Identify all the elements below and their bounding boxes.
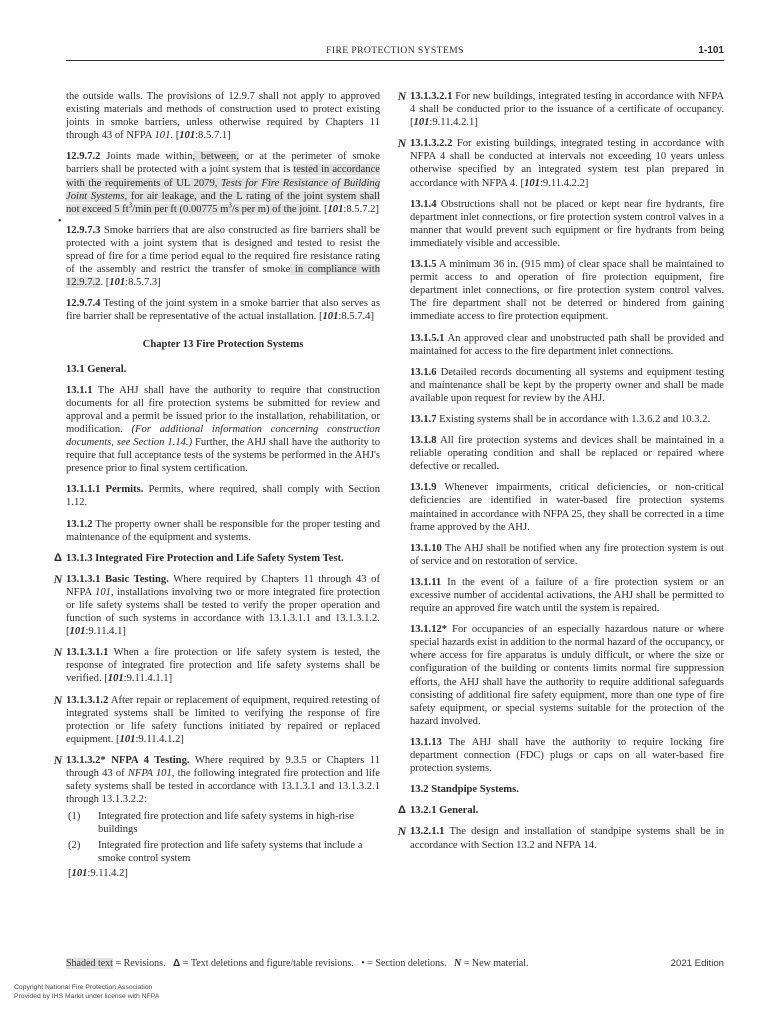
paragraph-13-1-3: Δ 13.1.3 Integrated Fire Protection and Life Safety System Test. <box>66 552 380 565</box>
chapter-heading: Chapter 13 Fire Protection Systems <box>142 338 304 350</box>
paragraph-13-1-10: 13.1.10 The AHJ shall be notified when any fire protection system is out of service and on restoration of service. <box>410 542 724 567</box>
revision-legend: Shaded text = Revisions. Δ = Text deletions and figure/table revisions. • = Section deletions. N = New material. <box>66 958 529 969</box>
new-material-marker: N <box>53 645 63 660</box>
bullet-icon: • <box>361 958 365 969</box>
paragraph-12-9-7-3: • 12.9.7.3 Smoke barriers that are also constructed as fire barriers shall be protected with a joint system that is designed and tested to resist the spread of fire for a time period equal to the required fire resistance rating of the assembly and restrict the transfer of smoke in compliance with 12.9.7.2. [101:8.5.7.3] <box>58 215 380 289</box>
copyright-notice: Copyright National Fire Protection Association Provided by IHS Markit under license with NFPA <box>14 984 160 1000</box>
revision-shading: , between, <box>192 151 239 163</box>
paragraph-13-1-2: 13.1.2 The property owner shall be responsible for the proper testing and maintenance of the equipment and systems. <box>66 518 380 543</box>
revision-shading: tested in accordance with the requirements of UL 2079, Tests for Fire Resistance of Building Joint Systems, for air leakage, and the L rating of the joint system shall not exceed 5 $ft^3/\min$ per ft (0.00775 $m^3/s$ per m) of the joint <box>66 164 380 215</box>
delta-icon: Δ <box>173 958 181 969</box>
paragraph-13-1-5: 13.1.5 A minimum 36 in. (915 mm) of clear space shall be maintained to permit access to and operation of fire protection equipment, fire department inlet connections, or fire protection system control valves. The fire department shall not be deterred or hindered from gaining immediate access to fire protection equipment. <box>410 259 724 323</box>
paragraph-13-1-5-1: 13.1.5.1 An approved clear and unobstructed path shall be provided and maintained for access to the fire department inlet connections. <box>410 332 724 357</box>
paragraph-13-1-9: 13.1.9 Whenever impairments, critical deficiencies, or non-critical deficiencies are identified in water-based fire protection systems maintained in accordance with NFPA 25, they shall be corrected in a time frame approved by the AHJ. <box>410 482 724 533</box>
new-material-icon: N <box>454 958 462 969</box>
paragraph-13-1-11: 13.1.11 In the event of a failure of a fire protection system or an excessive number of accidental activations, the AHJ shall be permitted to require an approved fire watch until the system is repaired. <box>410 576 724 615</box>
right-column <box>397 89 724 860</box>
paragraph-12-9-7-2: 12.9.7.2 Joints made within, between, or at the perimeter of smoke barriers shall be protected with a joint system that is tested in accordance with the requirements of UL 2079, Tests for Fire Resistance of Building Joint Systems, for air leakage, and the L rating of the joint system shall not exceed 5 $ft^3/\min$ per ft (0.00775 $m^3/s$ per m) of the joint. [101:8.5.7.2] <box>66 151 380 215</box>
paragraph-13-1-3-1: N 13.1.3.1 Basic Testing. Where required by Chapters 11 through 43 of NFPA 101, installations involving two or more integrated fire protection or life safety systems shall be tested to verify the proper operation and function of such systems in accordance with 13.1.3.1.1 and 13.1.3.1.2. [101:9.11.4.1] <box>53 571 380 638</box>
delta-marker: Δ <box>54 551 62 564</box>
paragraph-13-1-13: 13.1.13 The AHJ shall have the authority to require locking fire department connection (FDC) plugs or caps on all water-based fire protection systems. <box>410 736 724 775</box>
edition-label: 2021 Edition <box>670 958 724 969</box>
new-material-marker: N <box>397 89 407 103</box>
paragraph-12-9-7-4: 12.9.7.4 Testing of the joint system in a smoke barrier that also serves as fire barrier shall be representative of the actual installation. [101:8.5.7.4] <box>66 298 380 323</box>
page-header <box>66 44 724 61</box>
running-title: FIRE PROTECTION SYSTEMS <box>326 45 464 56</box>
paragraph-13-1-3-2-1: N 13.1.3.2.1 For new buildings, integrated testing in accordance with NFPA 4 shall be conducted prior to the issuance of a certificate of occupancy. [101:9.11.4.2.1] <box>397 89 724 129</box>
paragraph-13-1-6: 13.1.6 Detailed records documenting all systems and equipment testing and maintenance shall be kept by the property owner and shall be made available upon request for review by the AHJ. <box>410 366 724 404</box>
paragraph-13-1-8: 13.1.8 All fire protection systems and devices shall be maintained in a reliable operating condition and shall be replaced or repaired where defective or recalled. <box>410 435 724 473</box>
section-deletion-dot: • <box>58 215 62 227</box>
paragraph-13-1-3-1-1: N 13.1.3.1.1 When a fire protection or life safety system is tested, the response of integrated fire protection and life safety systems shall be verified. [101:9.11.4.1.1] <box>53 645 380 685</box>
paragraph-13-1-3-2: N 13.1.3.2* NFPA 4 Testing. Where required by 9.3.5 or Chapters 11 through 43 of NFPA 101, the following integrated fire protection and life safety systems shall be tested in accordance with 13.1.3.1 and 13.1.3.2.1 through 13.1.3.2.2: <box>53 752 380 806</box>
new-material-marker: N <box>53 571 63 586</box>
paragraph-13-1-1: 13.1.1 The AHJ shall have the authority to require that construction documents for all fire protection systems be submitted for review and approval and a permit be issued prior to the installation, rehabilitation, or modification. (For additional information concerning construction documents, see Section 1.14.) Further, the AHJ shall have the authority to require that full acceptance tests of the systems be performed in the AHJ's presence prior to final system certification. <box>66 384 380 475</box>
page-number: 1-101 <box>698 45 724 56</box>
paragraph-13-1-7: 13.1.7 Existing systems shall be in accordance with 1.3.6.2 and 10.3.2. <box>410 413 711 425</box>
paragraph-13-2-1-1: N 13.2.1.1 The design and installation of standpipe systems shall be in accordance with Section 13.2 and NFPA 14. <box>397 824 724 851</box>
list-item: (2) Integrated fire protection and life safety systems that include a smoke control system <box>68 839 363 864</box>
list-item: (1) Integrated fire protection and life safety systems in high-rise buildings <box>68 811 354 836</box>
paragraph-13-1-4: 13.1.4 Obstructions shall not be placed or kept near fire hydrants, fire department inlet connections, or fire protection system control valves in a manner that would prevent such equipment or fire hydrants from being immediately visible and accessible. <box>410 198 724 249</box>
revision-shading: in compliance with 12.9.7.2 <box>66 264 380 289</box>
left-column <box>53 90 380 888</box>
section-heading-13-2: 13.2 Standpipe Systems. <box>410 784 519 796</box>
list-reference: [101:9.11.4.2] <box>68 867 128 879</box>
paragraph-13-1-12: 13.1.12* For occupancies of an especially hazardous nature or where special hazards exist in addition to the normal hazard of the occupancy, or where access for fire apparatus is unduly difficult, or where the size or configuration of the building or contents limits normal fire suppression efforts, the AHJ shall have the authority to require additional safeguards consisting of additional fire safety equipment, more than one type of fire safety equipment, or special systems suitable for the protection of the hazard involved. <box>410 624 724 727</box>
section-heading-13-1: 13.1 General. <box>66 363 127 375</box>
paragraph-13-1-1-1: 13.1.1.1 Permits. Permits, where required, shall comply with Section 1.12. <box>66 484 380 509</box>
paragraph-13-2-1: Δ 13.2.1 General. <box>410 804 724 817</box>
new-material-marker: N <box>397 136 407 151</box>
new-material-marker: N <box>53 752 63 767</box>
page-footer <box>66 957 724 971</box>
delta-marker: Δ <box>398 804 406 817</box>
paragraph-13-1-3-2-2: N 13.1.3.2.2 For existing buildings, integrated testing in accordance with NFPA 4 shall be conducted at intervals not exceeding 10 years unless otherwise specified by an integrated system test plan prepared in accordance with NFPA 4. [101:9.11.4.2.2] <box>397 136 724 189</box>
new-material-marker: N <box>397 824 407 839</box>
paragraph-12-9-7-1-continued: the outside walls. The provisions of 12.9.7 shall not apply to approved existing materials and methods of construction used to protect existing joints in smoke barriers, unless otherwise required by Chapters 11 through 43 of NFPA 101. [101:8.5.7.1] <box>66 91 380 142</box>
paragraph-13-1-3-1-2: N 13.1.3.1.2 After repair or replacement of equipment, required retesting of integrated systems shall be limited to verifying the response of fire protection or life safety functions initiated by repaired or replaced equipment. [101:9.11.4.1.2] <box>53 692 380 745</box>
new-material-marker: N <box>53 692 63 707</box>
